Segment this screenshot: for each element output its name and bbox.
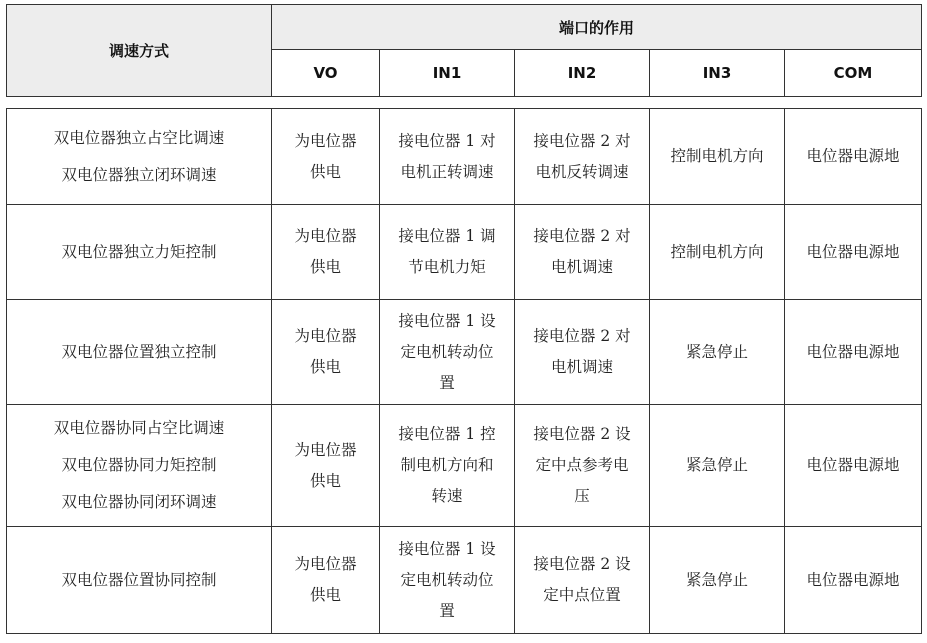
cell-line: 接电位器 2 设 bbox=[533, 555, 631, 573]
mode-line: 双电位器协同占空比调速 bbox=[53, 419, 225, 437]
table-row bbox=[7, 205, 922, 300]
mode-cell bbox=[7, 300, 272, 405]
com-cell bbox=[785, 109, 922, 205]
header-ports-cell bbox=[272, 5, 922, 50]
mode-cell bbox=[7, 527, 272, 634]
cell-line: 电位器电源地 bbox=[806, 147, 900, 165]
mode-line: 双电位器位置独立控制 bbox=[61, 342, 217, 361]
table-row bbox=[7, 527, 922, 634]
com-cell bbox=[785, 405, 922, 527]
header-ports-label: 端口的作用 bbox=[558, 18, 634, 37]
cell-line: 紧急停止 bbox=[685, 570, 748, 589]
cell-line: 压 bbox=[574, 487, 590, 505]
header-port-in3: IN3 bbox=[650, 50, 785, 97]
in3-cell bbox=[650, 527, 785, 634]
mode-cell bbox=[7, 109, 272, 205]
header-port-in1: IN1 bbox=[380, 50, 515, 97]
cell-line: 电机正转调速 bbox=[400, 162, 494, 181]
cell-line: 接电位器 1 设 bbox=[398, 539, 496, 558]
cell-line: 为电位器 bbox=[294, 327, 357, 345]
cell-line: 接电位器 2 对 bbox=[533, 131, 631, 150]
in2-cell bbox=[515, 109, 650, 205]
cell-line: 接电位器 1 设 bbox=[398, 311, 496, 330]
mode-cell bbox=[7, 405, 272, 527]
cell-line: 节电机力矩 bbox=[408, 258, 486, 276]
cell-line: 为电位器 bbox=[294, 227, 357, 245]
com-cell bbox=[785, 205, 922, 300]
cell-line: 接电位器 1 调 bbox=[398, 227, 496, 245]
vo-cell bbox=[272, 109, 380, 205]
header-port-in2: IN2 bbox=[515, 50, 650, 97]
header-port-vo: VO bbox=[272, 50, 380, 97]
mode-line: 双电位器协同闭环调速 bbox=[61, 493, 217, 511]
vo-cell bbox=[272, 405, 380, 527]
cell-line: 电位器电源地 bbox=[806, 242, 900, 261]
cell-line: 置 bbox=[439, 601, 455, 620]
in1-cell bbox=[380, 205, 515, 300]
cell-line: 接电位器 2 设 bbox=[533, 425, 631, 443]
cell-line: 电位器电源地 bbox=[806, 456, 900, 474]
header-mode-cell bbox=[7, 5, 272, 97]
in3-cell bbox=[650, 109, 785, 205]
cell-line: 为电位器 bbox=[294, 440, 357, 459]
table-header bbox=[6, 4, 922, 97]
in3-cell bbox=[650, 300, 785, 405]
cell-line: 电位器电源地 bbox=[806, 570, 900, 589]
cell-line: 定电机转动位 bbox=[400, 342, 494, 361]
cell-line: 电机调速 bbox=[550, 258, 613, 276]
cell-line: 供电 bbox=[309, 162, 341, 181]
table-row bbox=[7, 300, 922, 405]
cell-line: 为电位器 bbox=[294, 131, 357, 150]
cell-line: 为电位器 bbox=[294, 555, 357, 573]
cell-line: 转速 bbox=[431, 487, 463, 505]
cell-line: 供电 bbox=[309, 358, 341, 376]
cell-line: 紧急停止 bbox=[685, 456, 748, 474]
in3-cell bbox=[650, 405, 785, 527]
cell-line: 接电位器 1 控 bbox=[398, 425, 496, 443]
cell-line: 置 bbox=[439, 373, 455, 392]
cell-line: 电位器电源地 bbox=[806, 342, 900, 361]
table-row bbox=[7, 109, 922, 205]
in2-cell bbox=[515, 405, 650, 527]
header-mode-label: 调速方式 bbox=[108, 42, 169, 60]
in1-cell bbox=[380, 405, 515, 527]
in2-cell bbox=[515, 527, 650, 634]
table-row bbox=[7, 405, 922, 527]
in1-cell bbox=[380, 527, 515, 634]
com-cell bbox=[785, 300, 922, 405]
mode-line: 双电位器独立闭环调速 bbox=[61, 165, 217, 184]
in2-cell bbox=[515, 205, 650, 300]
cell-line: 电机调速 bbox=[550, 358, 613, 376]
cell-line: 电机反转调速 bbox=[535, 162, 629, 181]
mode-line: 双电位器独立力矩控制 bbox=[61, 242, 217, 261]
header-port-com: COM bbox=[785, 50, 922, 97]
cell-line: 控制电机方向 bbox=[670, 242, 764, 261]
table-body bbox=[6, 108, 922, 634]
vo-cell bbox=[272, 300, 380, 405]
in2-cell bbox=[515, 300, 650, 405]
mode-line: 双电位器位置协同控制 bbox=[61, 570, 217, 589]
cell-line: 定中点参考电 bbox=[535, 456, 629, 474]
in1-cell bbox=[380, 300, 515, 405]
cell-line: 供电 bbox=[309, 258, 341, 276]
cell-line: 接电位器 2 对 bbox=[533, 327, 631, 345]
in1-cell bbox=[380, 109, 515, 205]
com-cell bbox=[785, 527, 922, 634]
cell-line: 控制电机方向 bbox=[670, 147, 764, 165]
vo-cell bbox=[272, 527, 380, 634]
cell-line: 接电位器 1 对 bbox=[398, 131, 496, 150]
mode-cell bbox=[7, 205, 272, 300]
cell-line: 制电机方向和 bbox=[400, 456, 494, 474]
cell-line: 定电机转动位 bbox=[400, 570, 494, 589]
cell-line: 定中点位置 bbox=[543, 586, 621, 604]
cell-line: 供电 bbox=[309, 586, 341, 604]
cell-line: 供电 bbox=[309, 471, 341, 490]
cell-line: 紧急停止 bbox=[685, 342, 748, 361]
in3-cell bbox=[650, 205, 785, 300]
vo-cell bbox=[272, 205, 380, 300]
cell-line: 接电位器 2 对 bbox=[533, 227, 631, 245]
mode-line: 双电位器协同力矩控制 bbox=[61, 456, 217, 474]
mode-line: 双电位器独立占空比调速 bbox=[53, 128, 225, 147]
